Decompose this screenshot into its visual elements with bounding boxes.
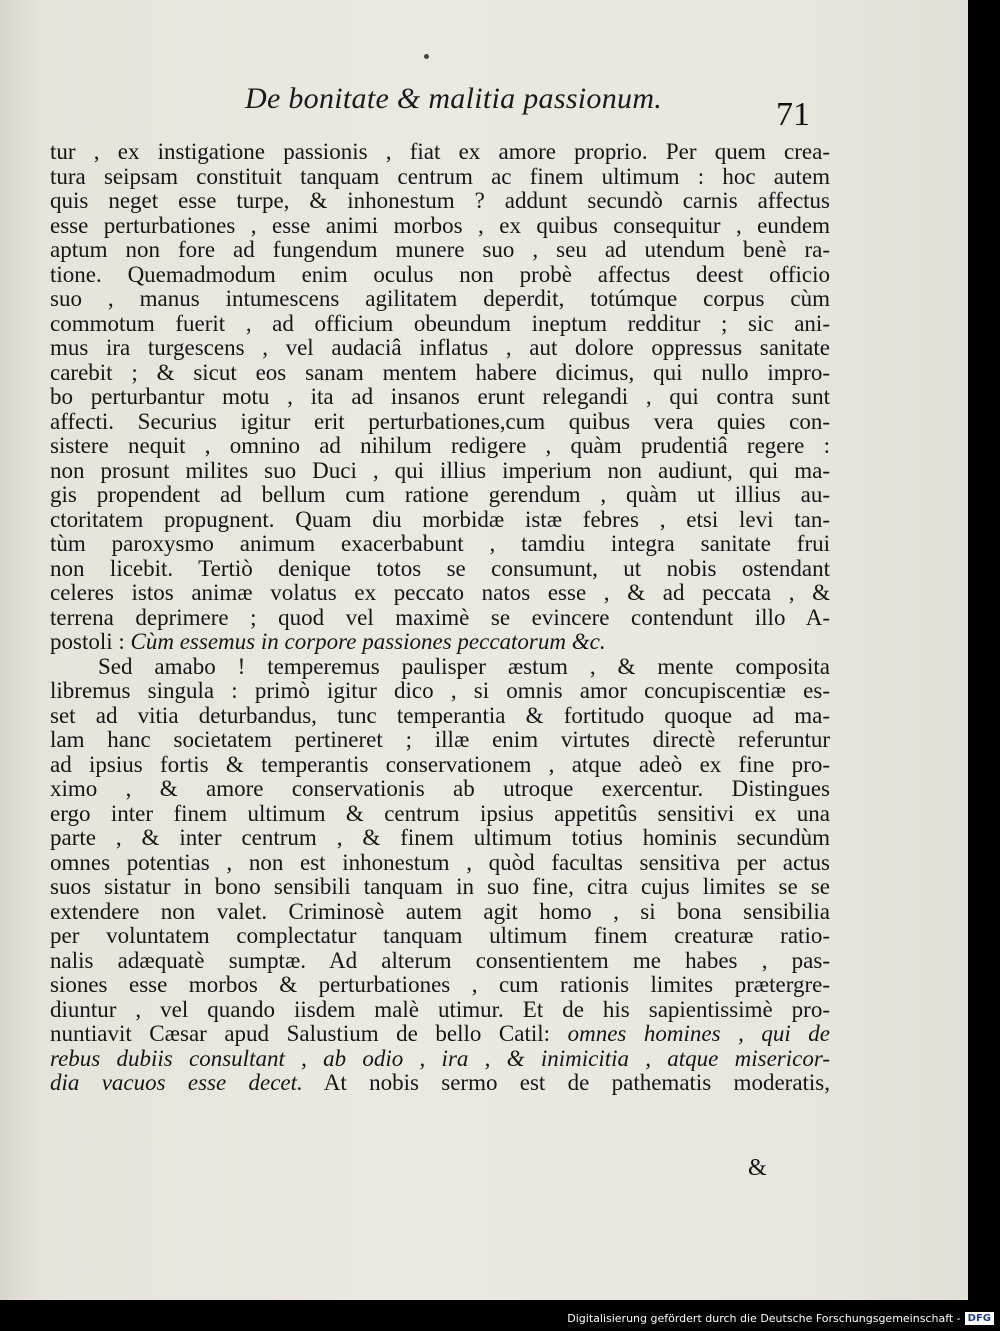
text-line: [50, 704, 830, 729]
line-text: tùm paroxysmo animum exacerbabunt , tamdiu integra sanitate frui: [50, 531, 830, 556]
text-line: [50, 287, 830, 312]
line-italic-text: dia vacuos esse decet.: [50, 1070, 303, 1095]
line-text: quis neget esse turpe, & inhonestum ? addunt secundò carnis affectus: [50, 188, 830, 213]
text-line: [50, 557, 830, 582]
line-italic-text: Cùm essemus in corpore passiones peccatorum &c.: [130, 629, 606, 654]
line-text: tur , ex instigatione passionis , fiat ex amore proprio. Per quem crea-: [50, 139, 830, 164]
text-line: [50, 1022, 830, 1047]
line-text: set ad vitia deturbandus, tunc temperantia & fortitudo quoque ad ma-: [50, 702, 830, 728]
text-line: [50, 581, 830, 606]
digitization-credit: [567, 1312, 994, 1325]
line-text: ergo inter finem ultimum & centrum ipsius appetitûs sensitivi ex una: [50, 800, 830, 826]
line-text: mus ira turgescens , vel audaciâ inflatus , aut dolore oppressus sanitate: [50, 335, 830, 360]
text-line: [50, 630, 830, 655]
line-text: omnes potentias , non est inhonestum , quòd facultas sensitiva per actus: [50, 849, 830, 875]
text-line: [50, 385, 830, 410]
text-line: [50, 336, 830, 361]
line-text: suos sistatur in bono sensibili tanquam in suo fine, citra cujus limites se se: [50, 874, 830, 899]
text-line: [50, 410, 830, 435]
line-text: celeres istos animæ volatus ex peccato natos esse , & ad peccata , &: [50, 580, 830, 605]
line-text: esse perturbationes , esse animi morbos , ex quibus consequitur , eundem: [50, 212, 830, 238]
text-line: [50, 826, 830, 851]
line-text: per voluntatem complectatur tanquam ultimum finem creaturæ ratio-: [50, 923, 830, 948]
line-text: nalis adæquatè sumptæ. Ad alterum consentientem me habes , pas-: [50, 947, 830, 973]
text-line: [50, 679, 830, 704]
line-italic-text: rebus dubiis consultant , ab odio , ira , & inimicitia , atque misericor-: [50, 1045, 830, 1071]
line-text: non licebit. Tertiò denique totos se consumunt, ut nobis ostendant: [50, 555, 830, 581]
line-text: postoli :: [50, 629, 131, 654]
text-line: [50, 655, 830, 680]
line-text: ctoritatem propugnent. Quam diu morbidæ istæ febres , etsi levi tan-: [50, 506, 830, 532]
line-text: affecti. Securius igitur erit perturbationes,cum quibus vera quies con-: [50, 408, 830, 434]
dfg-logo: DFG: [965, 1312, 994, 1325]
line-text: lam hanc societatem pertineret ; illæ enim virtutes directè referuntur: [50, 727, 830, 752]
text-line: [50, 973, 830, 998]
line-text: parte , & inter centrum , & finem ultimum totius hominis secundùm: [50, 825, 830, 850]
running-head: De bonitate & malitia passionum.: [245, 82, 663, 115]
text-line: [50, 728, 830, 753]
text-line: [50, 606, 830, 631]
line-text: ximo , & amore conservationis ab utroque exercentur. Distingues: [50, 776, 830, 801]
line-text: commotum fuerit , ad officium obeundum ineptum redditur ; sic ani-: [50, 310, 830, 336]
text-line: [50, 924, 830, 949]
line-text: tura seipsam constituit tanquam centrum ac finem ultimum : hoc autem: [50, 163, 830, 189]
ink-dot: [424, 54, 429, 59]
text-line: [50, 459, 830, 484]
line-text: siones esse morbos & perturbationes , cum rationis limites prætergre-: [50, 972, 830, 997]
line-text: extendere non valet. Criminosè autem agit homo , si bona sensibilia: [50, 898, 830, 924]
line-text: terrena deprimere ; quod vel maximè se evincere contendunt illo A-: [50, 604, 830, 630]
text-line: [50, 900, 830, 925]
text-line: [50, 1071, 830, 1096]
line-text: tione. Quemadmodum enim oculus non probè affectus deest officio: [50, 261, 830, 287]
line-text: sistere nequit , omnino ad nihilum redigere , quàm prudentiâ regere :: [50, 433, 830, 458]
line-text: nuntiavit Cæsar apud Salustium de bello Catil:: [50, 1021, 568, 1046]
text-line: [50, 1047, 830, 1072]
text-line: [50, 140, 830, 165]
text-line: [50, 875, 830, 900]
line-text: bo perturbantur motu , ita ad insanos erunt relegandi , qui contra sunt: [50, 384, 830, 409]
line-tail-text: At nobis sermo est de pathematis moderatis,: [302, 1070, 831, 1095]
text-line: [50, 851, 830, 876]
text-line: [50, 361, 830, 386]
text-line: [50, 777, 830, 802]
text-line: [50, 802, 830, 827]
line-text: libremus singula : primò igitur dico , si omnis amor concupiscentiæ es-: [50, 678, 830, 703]
text-line: [50, 165, 830, 190]
line-italic-text: omnes homines , qui de: [567, 1021, 831, 1046]
catchword: &: [748, 1155, 767, 1181]
line-text: aptum non fore ad fungendum munere suo , seu ad utendum benè ra-: [50, 237, 830, 262]
text-line: [50, 189, 830, 214]
text-line: [50, 753, 830, 778]
text-line: [50, 214, 830, 239]
line-text: ad ipsius fortis & temperantis conservationem , atque adeò ex fine pro-: [50, 751, 830, 777]
text-line: [50, 949, 830, 974]
body-text: [50, 140, 830, 1096]
line-text: gis propendent ad bellum cum ratione gerendum , quàm ut illius au-: [50, 482, 830, 507]
line-text: suo , manus intumescens agilitatem deperdit, totúmque corpus cùm: [50, 286, 830, 311]
credit-text: Digitalisierung gefördert durch die Deutsche Forschungsgemeinschaft -: [567, 1312, 961, 1325]
page-number: 71: [776, 96, 810, 133]
line-text: carebit ; & sicut eos sanam mentem habere dicimus, qui nullo impro-: [50, 359, 830, 385]
line-text: diuntur , vel quando iisdem malè utimur. Et de his sapientissimè pro-: [50, 996, 830, 1022]
text-line: [50, 238, 830, 263]
text-line: [50, 998, 830, 1023]
line-text: Sed amabo ! temperemus paulisper æstum , & mente composita: [98, 653, 830, 679]
text-line: [50, 483, 830, 508]
text-line: [50, 263, 830, 288]
text-line: [50, 508, 830, 533]
text-line: [50, 532, 830, 557]
text-line: [50, 312, 830, 337]
text-line: [50, 434, 830, 459]
line-text: non prosunt milites suo Duci , qui illius imperium non audiunt, qui ma-: [50, 457, 830, 483]
